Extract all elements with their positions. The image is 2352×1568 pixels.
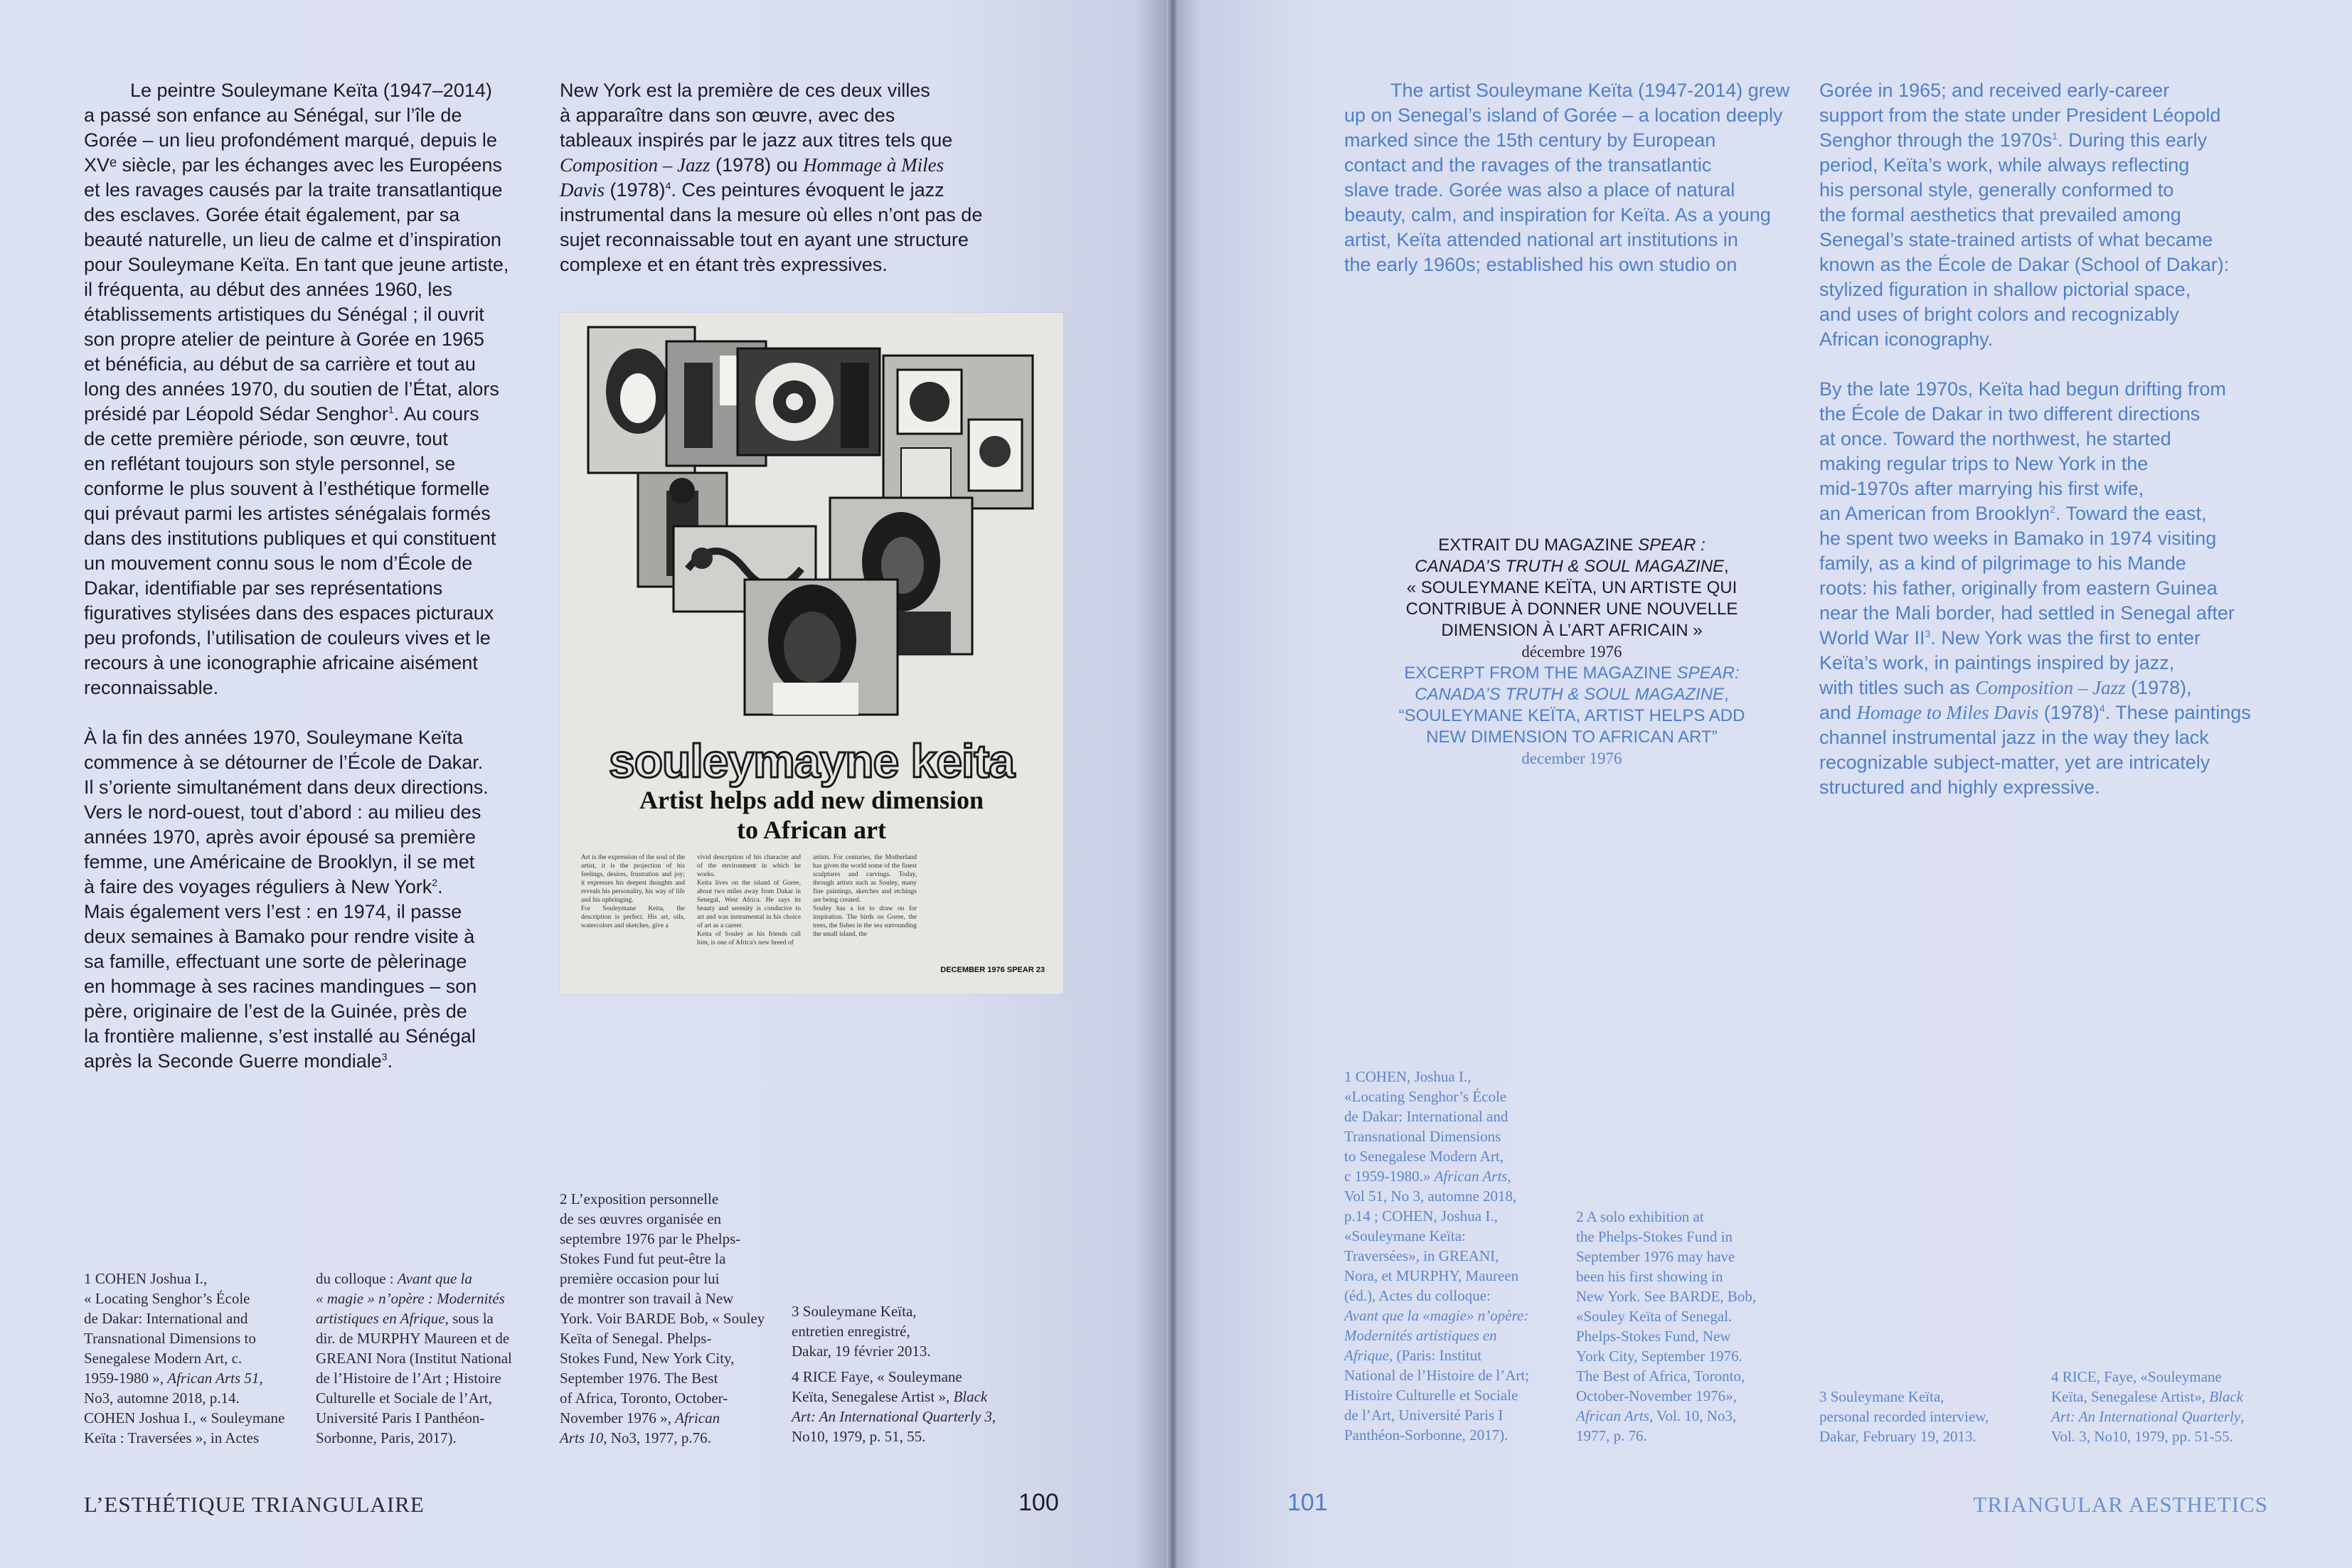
caption-magazine-title: SPEAR : CANADA’S TRUTH & SOUL MAGAZINE [1415, 535, 1725, 576]
footnote-2-en [1576, 1207, 1797, 1446]
publication-title: African Arts 10 [560, 1409, 720, 1446]
footnote-text: du colloque : [316, 1270, 398, 1287]
magazine-column-1: Art is the expression of the soul of the artist, it is the projection of his feelings, desires, frustration and joy; it expresses his deepest thoughts and reveals his personality, his way of life and his upbringing. For Souleymane Keita, the description is perfect. His art, oils, watercolors and sketches, give a [581, 854, 685, 929]
en-text: . Toward the east, he spent two weeks in Bamako in 1974 visiting family, as a kind of pilgrimage to his Mande roots: his father, originally from eastern Guinea near the Mali border, had settled in Senegal after World War II [1819, 503, 2235, 649]
footnote-3-en: 3 Souleymane Keïta, personal recorded interview, Dakar, February 19, 2013. [1819, 1388, 1989, 1445]
fr-body-column-2 [560, 78, 1072, 277]
magazine-masthead: souleymayne keita [609, 735, 1014, 787]
footnote-1 [84, 1269, 304, 1448]
collage-photo-paintings-wall [883, 356, 1033, 508]
footnote-ref: 3 [1925, 628, 1931, 639]
fr-text: . Ces peintures évoquent le jazz instrumental dans la mesure où elles n’ont pas de sujet reconnaissable tout en ayant une structure complexe et en étant très expressives. [560, 179, 983, 275]
fr-text: À la fin des années 1970, Souleymane Keïta commence à se détourner de l’École de Dakar. Il s’oriente simultanément dans deux directions. Vers le nord-ouest, tout d’abord : au milieu des années 1970, après avoir épousé sa première femme, une Américaine de Brooklyn, il se met à faire des voyages réguliers à New York [84, 727, 489, 897]
publication-title: Black Art: An International Quarterly 3 [792, 1388, 992, 1425]
footnote-text: , Vol. 3, No10, 1979, pp. 51-55. [2051, 1408, 2245, 1445]
caption-date-french: décembre 1976 [1521, 643, 1622, 661]
collage-photo-artist-portrait [745, 580, 898, 715]
footnote-3: 3 Souleymane Keïta, entretien enregistré, Dakar, 19 février 2013. [792, 1303, 931, 1360]
fr-text: New York est la première de ces deux villes à apparaître dans son œuvre, avec des tableaux inspirés par le jazz aux titres tels que [560, 80, 953, 151]
fr-body-paragraph-2 [84, 725, 546, 1074]
magazine-column-2: vivid description of his character and of the environment in which he works. Keita lives on the island of Goree, about two miles away from Dakar in Senegal, West Africa. He says its beauty and serenity is conducive to art and was instrumental in his choice of art as a career. Keita of Souley as his friends call him, is one of Africa's new breed of [697, 854, 801, 946]
footnote-text: , (Paris: Institut National de l’Histoire de l’Art; Histoire Culturelle et Sociale de l’Art, Université Paris I Panthéon-Sorbonne, 2017). [1344, 1347, 1530, 1444]
footnote-4-en [2051, 1367, 2286, 1446]
footnote-text: , No3, 1977, p.76. [603, 1429, 711, 1446]
footnote-ref: 2 [432, 877, 438, 888]
footnote-text: 4 RICE Faye, « Souleymane Keïta, Senegalese Artist », [792, 1368, 962, 1405]
magazine-footer: DECEMBER 1976 SPEAR 23 [940, 966, 1045, 974]
footnote-text: , sous la dir. de MURPHY Maureen et de GREANI Nora (Institut National de l’Histoire de l’Art ; Histoire Culturelle et Sociale de l’Art, Université Paris I Panthéon- Sorbonne, Paris, 2017). [316, 1310, 512, 1446]
footnote-text: 2 L’exposition personnelle de ses œuvres organisée en septembre 1976 par le Phelps- Stokes Fund fut peut-être la première occasion pour lui de montrer son travail à New York. Voir BARDE Bob, « Souley Keïta of Senegal. Phelps- Stokes Fund, New York City, September 1976. The Best of Africa, Toronto, October- November 1976 », [560, 1190, 765, 1426]
en-body-paragraph-2 [1819, 377, 2303, 800]
artwork-title: Hommage à Miles Davis [560, 154, 944, 201]
caption-english [1373, 663, 1771, 748]
footnote-ref: 1 [388, 404, 394, 415]
publication-title: African Arts 51 [167, 1370, 260, 1387]
caption-text: EXTRAIT DU MAGAZINE [1438, 535, 1639, 555]
footnote-ref: 3 [381, 1051, 388, 1062]
page-number-right: 101 [1287, 1489, 1328, 1516]
en-text: By the late 1970s, Keïta had begun drifting from the École de Dakar in two different directions at once. Toward the northwest, he started making regular trips to New York in the mid-1970s after marrying his first wife, an American from Brooklyn [1819, 378, 2226, 524]
en-text: . New York was the first to enter Keïta’s work, in paintings inspired by jazz, with titles such as [1819, 627, 2201, 698]
fr-text: Le peintre Souleymane Keïta (1947–2014) a passé son enfance au Sénégal, sur l’île de Gorée – un lieu profondément marqué, depuis le XVᵉ siècle, par les échanges avec les Européens et les ravages causés par la traite transatlantique des esclaves. Gorée était également, par sa beauté naturelle, un lieu de calme et d’inspiration pour Souleymane Keïta. En tant que jeune artiste, il fréquenta, au début des années 1960, les établissements artistiques du Sénégal ; il ouvrit son propre atelier de peinture à Gorée en 1965 et bénéficia, au début de sa carrière et tout au long des années 1970, du soutien de l’État, alors présidé par Léopold Sédar Senghor [84, 80, 509, 425]
footnote-1-continued [316, 1269, 536, 1448]
footnote-4 [792, 1367, 1019, 1446]
collage-photo-circular-painting [738, 348, 880, 455]
publication-title: Avant que la «magie» n’opère: Modernités artistiques en Afrique [1344, 1307, 1529, 1364]
page-number-left: 100 [1018, 1489, 1059, 1516]
running-head-left: L’ESTHÉTIQUE TRIANGULAIRE [84, 1492, 425, 1517]
caption-text: EXCERPT FROM THE MAGAZINE [1404, 663, 1677, 683]
footnote-text: , Vol. 10, No3, 1977, p. 76. [1576, 1407, 1737, 1444]
publication-title: Avant que la « magie » n’opère : Modernités artistiques en Afrique [316, 1270, 505, 1327]
footnote-ref: 4 [665, 180, 671, 191]
footnote-text: 1 COHEN Joshua I., « Locating Senghor’s École de Dakar: International and Transnational Dimensions to Senegalese Modern Art, c. 1959-1980 », [84, 1270, 256, 1387]
publication-title: African Arts [1576, 1407, 1649, 1424]
footnote-text: , No10, 1979, p. 51, 55. [792, 1408, 996, 1445]
caption-french [1373, 535, 1771, 641]
footnote-1-en [1344, 1067, 1558, 1445]
photo-collage [560, 313, 1063, 725]
caption-magazine-title: SPEAR: CANADA’S TRUTH & SOUL MAGAZINE [1415, 663, 1740, 704]
fr-text: . Au cours de cette première période, son œuvre, tout en reflétant toujours son style personnel, se conforme le plus souvent à l’esthétique formelle qui prévaut parmi les artistes sénégalais formés dans des institutions publiques et qui constituent un mouvement connu sous le nom d’École de Dakar, identifiable par ses représentations figuratives stylisées dans des espaces picturaux peu profonds, l’utilisation de couleurs vives et le recours à une iconographie africaine aisément reconnaissable. [84, 403, 496, 698]
fr-text: . [387, 1050, 393, 1072]
publication-title: African Arts [1434, 1168, 1508, 1185]
en-text: (1978), and [1819, 677, 2192, 723]
footnote-ref: 4 [2099, 703, 2105, 714]
caption-text: , « SOULEYMANE KEÏTA, UN ARTISTE QUI CONTRIBUE À DONNER UNE NOUVELLE DIMENSION À L’ART AFRICAIN » [1405, 557, 1738, 640]
footnote-text: 2 A solo exhibition at the Phelps-Stokes Fund in September 1976 may have been his first showing in New York. See BARDE, Bob, «Souley Keïta of Senegal. Phelps-Stokes Fund, New York City, September 1976. The Best of Africa, Toronto, October-November 1976», [1576, 1208, 1757, 1404]
fr-text: . Mais également vers l’est : en 1974, il passe deux semaines à Bamako pour rendre visite à sa famille, effectuant une sorte de pèlerinage en hommage à ses racines mandingues – son père, originaire de l’est de la Guinée, près de la frontière malienne, s’est installé au Sénégal après la Seconde Guerre mondiale [84, 876, 477, 1072]
fr-text: (1978) [605, 179, 666, 201]
footnote-text: , No3, automne 2018, p.14. COHEN Joshua I., « Souleymane Keïta : Traversées », in Actes [84, 1370, 285, 1446]
footnote-ref: 1 [2052, 130, 2058, 142]
magazine-column-3: artists. For centuries, the Motherland has given the world some of the finest sculptures and carvings. Today, through artists such as Souley, many fine paintings, sketches and etchings are being created. Souley has a lot to draw on for inspiration. The birds on Goree, the trees, the fishes in the sea surrounding the small island, the [813, 854, 917, 938]
running-head-right: TRIANGULAR AESTHETICS [1973, 1492, 2268, 1517]
footnote-text: , Vol 51, No 3, automne 2018, p.14 ; COHEN, Joshua I., «Souleymane Keïta: Traversées», in GREANI, Nora, et MURPHY, Maureen (éd.), Actes du colloque: [1344, 1168, 1519, 1304]
en-text: . These paintings channel instrumental jazz in the way they lack recognizable subject-matter, yet are intricately structured and highly expressive. [1819, 702, 2251, 798]
en-text: Gorée in 1965; and received early-career support from the state under President Léopold Senghor through the 1970s [1819, 80, 2221, 151]
en-text: . During this early period, Keïta’s work, while always reflecting his personal style, generally conformed to the formal aesthetics that prevailed among Senegal’s state-trained artists of what became known as the École de Dakar (School of Dakar): stylized figuration in shallow pictorial space, and uses of bright colors and recognizably African iconography. [1819, 129, 2230, 350]
right-page [1176, 0, 2352, 1568]
footnote-ref: 2 [2050, 503, 2055, 515]
footnote-text: 4 RICE, Faye, «Souleymane Keïta, Senegalese Artist», [2051, 1368, 2222, 1405]
en-body-column-1: The artist Souleymane Keïta (1947-2014) grew up on Senegal’s island of Gorée – a location deeply marked since the 15th century by European contact and the ravages of the transatlantic slave trade. Gorée was also a place of natural beauty, calm, and inspiration for Keïta. As a young artist, Keïta attended national art institutions in the early 1960s; established his own studio on [1344, 80, 1790, 275]
en-text: (1978) [2038, 702, 2100, 723]
left-page [0, 0, 1171, 1568]
fr-body-paragraph-1 [84, 78, 546, 700]
caption-date-english: december 1976 [1521, 750, 1622, 767]
artwork-title: Composition – Jazz [560, 154, 711, 176]
caption-text: , “SOULEYMANE KEÏTA, ARTIST HELPS ADD NEW DIMENSION TO AFRICAN ART” [1398, 685, 1745, 747]
magazine-clipping-image [560, 313, 1063, 994]
publication-title: Black Art: An International Quarterly [2051, 1388, 2244, 1425]
footnote-text: 1 COHEN, Joshua I., «Locating Senghor’s École de Dakar: International and Transnational Dimensions to Senegalese Modern Art, c 1959-1980.» [1344, 1068, 1508, 1185]
footnote-2 [560, 1189, 780, 1448]
fr-text: (1978) ou [710, 154, 804, 176]
magazine-headline: Artist helps add new dimension to African art [639, 786, 984, 844]
en-body-paragraph-1 [1819, 78, 2303, 352]
image-caption [1373, 535, 1771, 769]
artwork-title: Composition – Jazz [1975, 677, 2126, 698]
artwork-title: Homage to Miles Davis [1856, 702, 2039, 723]
